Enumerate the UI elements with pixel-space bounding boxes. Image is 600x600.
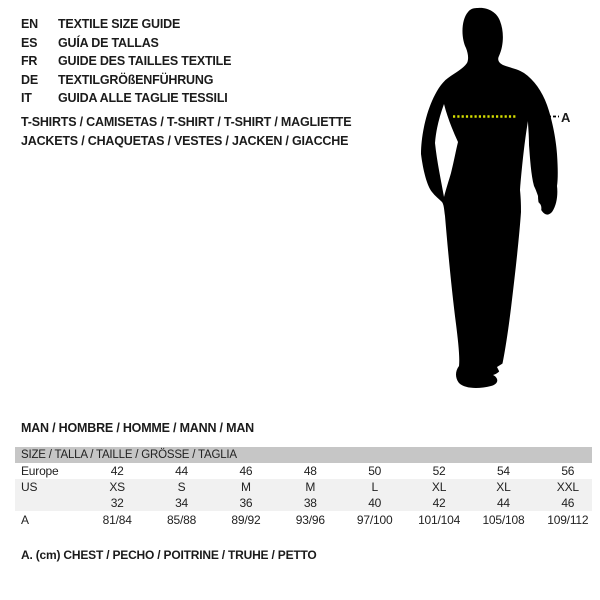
row-label: A — [21, 513, 29, 527]
table-cell: 56 — [561, 464, 575, 478]
language-code: FR — [21, 54, 38, 69]
table-cell: L — [371, 480, 378, 494]
measure-label-a: A — [561, 110, 571, 125]
language-label: GUIDA ALLE TAGLIE TESSILI — [58, 91, 228, 106]
category-jackets: JACKETS / CHAQUETAS / VESTES / JACKEN / GIACCHE — [21, 134, 349, 148]
table-cell: 42 — [432, 496, 446, 510]
language-row — [21, 89, 231, 108]
table-cell: 101/104 — [418, 513, 461, 527]
table-cell: XXL — [556, 480, 579, 494]
table-cell: 93/96 — [295, 513, 325, 527]
footnote-chest: A. (cm) CHEST / PECHO / POITRINE / TRUHE / PETTO — [21, 548, 317, 562]
table-cell: S — [177, 480, 186, 494]
table-cell: 40 — [368, 496, 382, 510]
table-cell: 32 — [110, 496, 124, 510]
table-cell: 34 — [175, 496, 189, 510]
language-code: IT — [21, 91, 32, 106]
language-row — [21, 71, 231, 90]
language-row — [21, 15, 231, 34]
table-row-europe — [15, 463, 600, 479]
man-silhouette — [405, 5, 580, 395]
table-cell: 52 — [432, 464, 446, 478]
table-cell: 109/112 — [547, 513, 589, 527]
table-cell: 89/92 — [231, 513, 261, 527]
table-cell: M — [241, 480, 251, 494]
language-list — [21, 15, 231, 108]
table-cell: 85/88 — [167, 513, 197, 527]
table-cell: 105/108 — [482, 513, 525, 527]
table-cell: XL — [496, 480, 511, 494]
table-cell: 54 — [496, 464, 510, 478]
table-cell: 46 — [239, 464, 253, 478]
language-code: ES — [21, 35, 38, 50]
language-code: DE — [21, 72, 38, 87]
size-table — [15, 447, 600, 529]
table-row-chest-a — [15, 511, 600, 529]
table-cell: XL — [431, 480, 447, 494]
row-label: US — [21, 480, 38, 494]
table-cell: 38 — [303, 496, 317, 510]
language-label: TEXTILGRÖßENFÜHRUNG — [58, 72, 214, 87]
row-label: Europe — [21, 464, 59, 478]
man-silhouette-body — [421, 8, 558, 388]
language-row — [21, 52, 231, 71]
language-label: TEXTILE SIZE GUIDE — [58, 17, 181, 32]
language-code: EN — [21, 17, 38, 32]
category-tshirts: T-SHIRTS / CAMISETAS / T-SHIRT / T-SHIRT / MAGLIETTE — [21, 115, 352, 129]
table-cell: 36 — [239, 496, 253, 510]
table-cell: 46 — [561, 496, 575, 510]
table-cell: M — [305, 480, 316, 494]
section-title-man: MAN / HOMBRE / HOMME / MANN / MAN — [21, 421, 254, 435]
table-cell: 44 — [496, 496, 510, 510]
table-row-numeric — [15, 495, 600, 511]
language-label: GUIDE DES TAILLES TEXTILE — [58, 54, 232, 69]
size-table-header: SIZE / TALLA / TAILLE / GRÖSSE / TAGLIA — [15, 447, 600, 463]
table-cell: 42 — [110, 464, 124, 478]
language-row — [21, 34, 231, 53]
garment-categories — [21, 113, 351, 151]
table-cell: 97/100 — [356, 513, 393, 527]
language-label: GUÍA DE TALLAS — [58, 35, 159, 50]
table-cell: 50 — [368, 464, 382, 478]
table-cell: 44 — [175, 464, 189, 478]
table-cell: 48 — [303, 464, 317, 478]
table-row-us — [15, 479, 600, 495]
table-cell: 81/84 — [102, 513, 132, 527]
table-cell: XS — [109, 480, 125, 494]
